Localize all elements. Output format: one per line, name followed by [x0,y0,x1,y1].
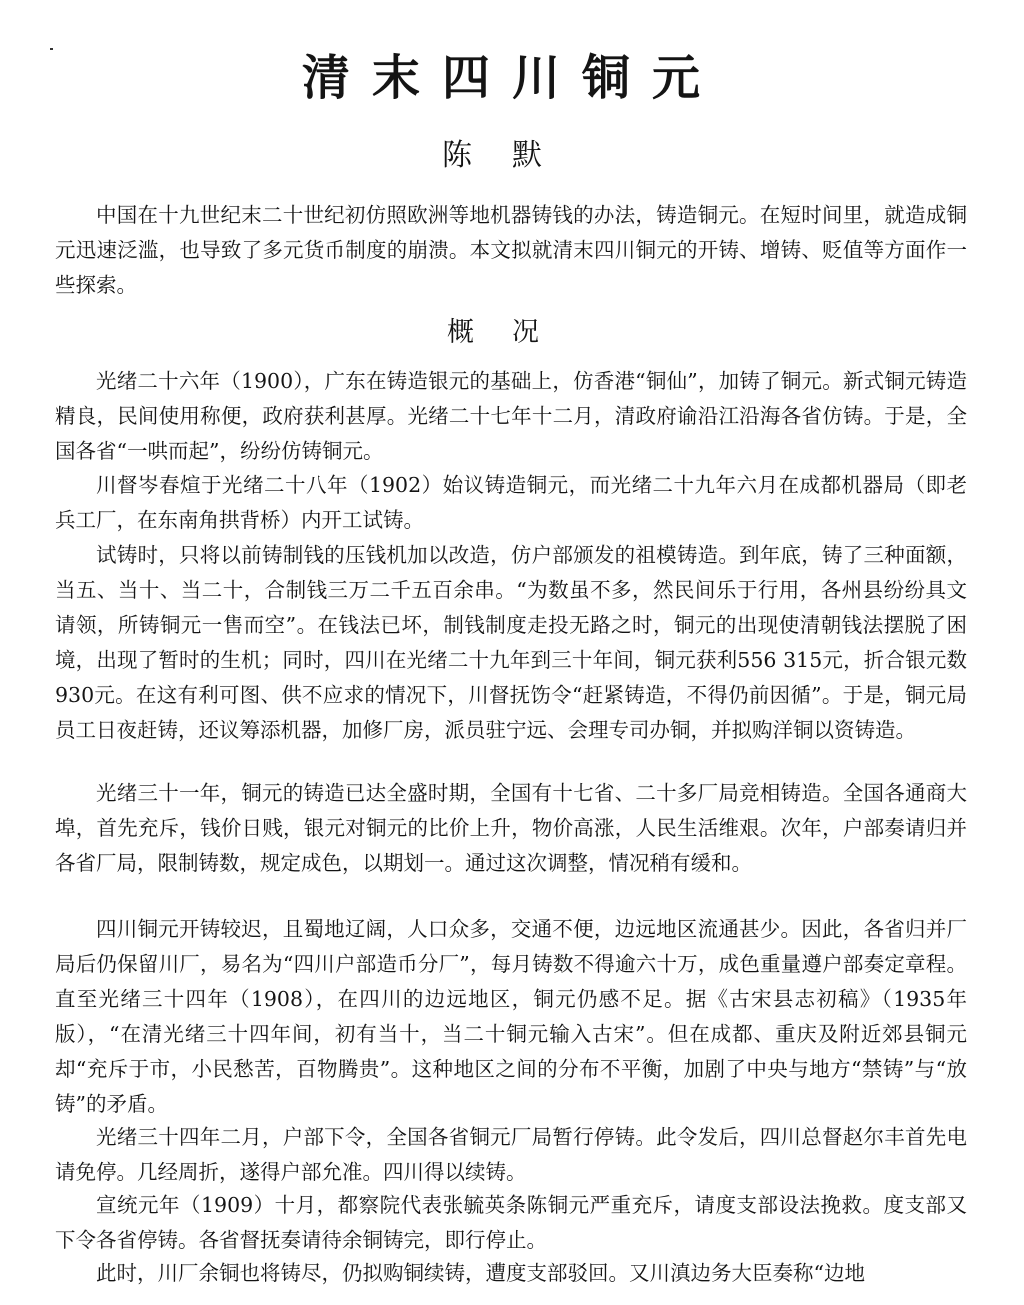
body-paragraph: 光绪三十一年，铜元的铸造已达全盛时期，全国有十七省、二十多厂局竞相铸造。全国各通商大埠，首先充斥，钱价日贱，银元对铜元的比价上升，物价高涨，人民生活维艰。次年，户部奏请归并各省厂局，限制铸数，规定成色，以期划一。通过这次调整，情况稍有缓和。 [55,781,967,875]
body-paragraph: 此时，川厂余铜也将铸尽，仍拟购铜续铸，遭度支部驳回。又川滇边务大臣奏称“边地 [96,1261,865,1285]
body-paragraph: 光绪三十四年二月，户部下令，全国各省铜元厂局暂行停铸。此令发后，四川总督赵尔丰首先电请免停。几经周折，遂得户部允准。四川得以续铸。 [55,1125,967,1184]
article-title: 清末四川铜元 [301,50,722,106]
author-name: 陈默 [442,138,582,173]
body-paragraph: 试铸时，只将以前铸制钱的压钱机加以改造，仿户部颁发的祖模铸造。到年底，铸了三种面额，当五、当十、当二十，合制钱三万二千五百余串。“为数虽不多，然民间乐于行用，各州县纷纷具文请领，所铸铜元一售而空”。在钱法已坏，制钱制度走投无路之时，铜元的出现使清朝钱法摆脱了困境，出现了暂时的生机；同时，四川在光绪二十九年到三十年间，铜元获利556 315元，折合银元数930元。在这有利可图、供不应求的情况下，川督抚饬令“赶紧铸造，不得仍前因循”。于是，铜元局员工日夜赶铸，还议筹添机器，加修厂房，派员驻宁远、会理专司办铜，并拟购洋铜以资铸造。 [55,543,967,742]
body-paragraph: 川督岑春煊于光绪二十八年（1902）始议铸造铜元，而光绪二十九年六月在成都机器局（即老兵工厂，在东南角拱背桥）内开工试铸。 [55,473,967,532]
body-paragraph: 宣统元年（1909）十月，都察院代表张毓英条陈铜元严重充斥，请度支部设法挽救。度支部又下令各省停铸。各省督抚奏请待余铜铸完，即行停止。 [55,1193,967,1252]
body-paragraph: 光绪二十六年（1900），广东在铸造银元的基础上，仿香港“铜仙”，加铸了铜元。新式铜元铸造精良，民间使用称便，政府获利甚厚。光绪二十七年十二月，清政府谕沿江沿海各省仿铸。于是，全国各省“一哄而起”，纷纷仿铸铜元。 [55,369,967,463]
body-paragraph: 四川铜元开铸较迟，且蜀地辽阔，人口众多，交通不便，边远地区流通甚少。因此，各省归并厂局后仍保留川厂，易名为“四川户部造币分厂”，每月铸数不得逾六十万，成色重量遵户部奏定章程。直至光绪三十四年（1908），在四川的边远地区，铜元仍感不足。据《古宋县志初稿》（1935年版），“在清光绪三十四年间，初有当十，当二十铜元输入古宋”。但在成都、重庆及附近郊县铜元却“充斥于市，小民愁苦，百物腾贵”。这种地区之间的分布不平衡，加剧了中央与地方“禁铸”与“放铸”的矛盾。 [55,917,967,1116]
intro-paragraph: 中国在十九世纪末二十世纪初仿照欧洲等地机器铸钱的办法，铸造铜元。在短时间里，就造成铜元迅速泛滥，也导致了多元货币制度的崩溃。本文拟就清末四川铜元的开铸、增铸、贬值等方面作一些探索。 [55,203,967,297]
section-heading: 概况 [447,317,577,348]
